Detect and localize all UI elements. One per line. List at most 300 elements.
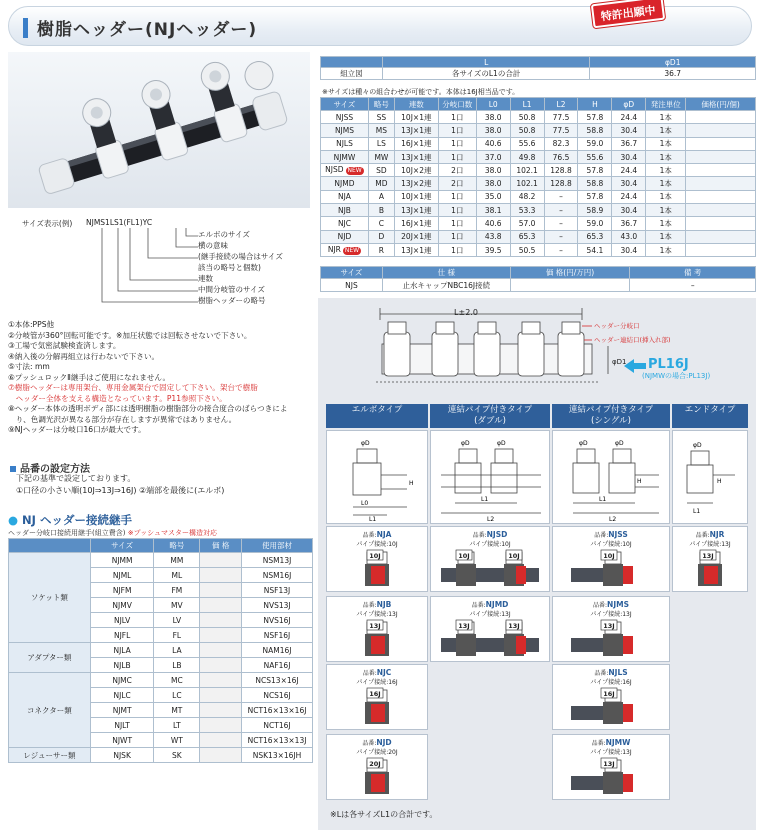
cell-code: MT: [154, 703, 200, 718]
cell: 1口: [438, 124, 476, 137]
cell: [686, 150, 756, 163]
column-header: 発注単位: [646, 98, 686, 111]
category-cell: コネクター類: [9, 673, 91, 748]
cell-code: ML: [154, 568, 200, 583]
product-prefix: 品番:: [471, 602, 486, 609]
cell: 1口: [438, 137, 476, 150]
table-row: [321, 230, 756, 243]
cell: 36.7: [612, 137, 646, 150]
type-header-end: [672, 404, 748, 428]
dim-d: φD: [693, 442, 702, 449]
product-cell-njss: [552, 526, 670, 592]
product-name: NJA: [376, 530, 392, 539]
product-title: [327, 600, 427, 609]
product-name: NJMW: [605, 738, 631, 747]
joints-title: [8, 512, 132, 528]
dim-d: φD: [615, 440, 624, 447]
cell: [686, 243, 756, 256]
size-label: 10J: [508, 552, 520, 560]
cell: 38.0: [476, 124, 510, 137]
column-header: [321, 57, 383, 68]
notation-exp-joint: (継手接続の場合はサイズ: [198, 252, 283, 261]
dim-d: φD: [461, 440, 470, 447]
note-line-warning: ⑦樹脂ヘッダーは専用架台、専用金属架台で固定して下さい。架台で樹脂: [8, 383, 258, 392]
product-prefix: 品番:: [695, 532, 710, 539]
type-header-double: [430, 404, 550, 428]
cell-code: FM: [154, 583, 200, 598]
drawing-elbow: [326, 430, 428, 524]
cell: 58.8: [578, 177, 612, 190]
cell-size: NJSK: [90, 748, 154, 763]
cell: 57.8: [578, 190, 612, 203]
cell: [686, 217, 756, 230]
joints-table: [8, 538, 313, 763]
dim-l1: L1: [693, 508, 701, 515]
product-cell-njsd: [430, 526, 550, 592]
cell: 10J×1連: [394, 190, 438, 203]
cell: 57.0: [510, 217, 544, 230]
cell-part: NSF13J: [242, 583, 313, 598]
table-row: [321, 204, 756, 217]
dim-l1: L1: [369, 516, 377, 523]
table-header-row: [321, 57, 756, 68]
cell: 10J×2連: [394, 164, 438, 177]
column-header: L1: [510, 98, 544, 111]
connect-label: ヘッダー連結口(挿入れ部): [594, 336, 671, 344]
table-row: [321, 279, 756, 292]
product-name: NJR: [709, 530, 725, 539]
cell: 35.0: [476, 190, 510, 203]
cell: 止水キャップNBC16J接続: [382, 279, 510, 292]
cell: –: [544, 190, 578, 203]
cell: 1本: [646, 190, 686, 203]
cell: [686, 124, 756, 137]
product-photo: [8, 52, 310, 208]
product-sub: パイプ接続:20J: [356, 749, 398, 756]
product-prefix: 品番:: [594, 670, 609, 677]
product-cell-njms: [552, 596, 670, 662]
product-prefix: 品番:: [593, 602, 608, 609]
type-header-elbow: [326, 404, 428, 428]
product-title: [327, 738, 427, 747]
product-illustration: [327, 548, 427, 592]
cell: [686, 137, 756, 150]
cell: –: [544, 204, 578, 217]
cell: 53.3: [510, 204, 544, 217]
product-illustration: [327, 618, 427, 662]
cell: 20J×1連: [394, 230, 438, 243]
cell-price: [200, 748, 242, 763]
cell: 58.9: [578, 204, 612, 217]
notes-list: [8, 320, 312, 436]
type-header-single: [552, 404, 670, 428]
column-header: L: [382, 57, 590, 68]
note-line: ⑤寸法: mm: [8, 362, 50, 371]
size-label: 13J: [603, 622, 615, 630]
cell: 13J×2連: [394, 177, 438, 190]
joints-subtitle: [8, 528, 217, 538]
patent-pending-stamp: 特許出願中: [591, 0, 665, 28]
cell: MD: [368, 177, 394, 190]
cell: 30.4: [612, 124, 646, 137]
cell-size: NJMC: [90, 673, 154, 688]
size-note: ※サイズは種々の組合わせが可能です。本体は16J相当品です。: [322, 88, 520, 96]
cell-size: NJA: [321, 190, 369, 203]
cell-code: MC: [154, 673, 200, 688]
cell: 57.8: [578, 164, 612, 177]
product-illustration: [431, 618, 549, 662]
cell: 1本: [646, 217, 686, 230]
joints-subtitle-note: ※プッシュマスター構造対応: [127, 529, 217, 537]
end-drawing: [673, 431, 747, 523]
cell-size: NJMV: [90, 598, 154, 613]
dim-d: φD: [361, 440, 370, 447]
cell: SD: [368, 164, 394, 177]
dim-h: H: [409, 480, 414, 487]
product-sub: パイプ接続:13J: [356, 611, 398, 618]
settings-body: [16, 473, 224, 497]
cell: 36.7: [612, 217, 646, 230]
table-row: [9, 673, 313, 688]
cell-size: NJMM: [90, 553, 154, 568]
cell-size: NJML: [90, 568, 154, 583]
circle-bullet-icon: ●: [8, 513, 19, 527]
cell: 1口: [438, 150, 476, 163]
cell: 組立図: [321, 68, 383, 80]
assembly-drawing: [370, 304, 756, 402]
cell: 1本: [646, 137, 686, 150]
cell: 39.5: [476, 243, 510, 256]
cell-size: NJWT: [90, 733, 154, 748]
cell: 各サイズのL1の合計: [382, 68, 590, 80]
cell-price: [200, 598, 242, 613]
product-prefix: 品番:: [362, 532, 377, 539]
cell: 77.5: [544, 124, 578, 137]
d1-label: φD1: [612, 358, 627, 366]
cell: 24.4: [612, 111, 646, 124]
cell-price: [200, 613, 242, 628]
cell-size: NJLV: [90, 613, 154, 628]
column-header: 価 格(円/万円): [510, 267, 630, 279]
cell: 2口: [438, 177, 476, 190]
cell: 49.8: [510, 150, 544, 163]
notation-exp-elbow: エルボのサイズ: [198, 230, 250, 239]
type-header-text: 連結パイプ付きタイプ (ダブル): [447, 405, 533, 426]
type-header-text: エルボタイプ: [351, 405, 403, 415]
category-cell: アダプター類: [9, 643, 91, 673]
product-name: NJC: [376, 668, 392, 677]
cell-code: FL: [154, 628, 200, 643]
cell-size: NJSD NEW: [321, 164, 369, 177]
dim-l1: L1: [481, 496, 489, 503]
cell: 58.8: [578, 124, 612, 137]
cell-code: LA: [154, 643, 200, 658]
joints-subtitle-text: ヘッダー分岐口接続用継手(組立費含): [8, 529, 126, 537]
cell-part: NSF16J: [242, 628, 313, 643]
column-header: φD1: [590, 57, 756, 68]
cell: 57.8: [578, 111, 612, 124]
note-line-warning: ヘッダー全体を支える構造となっています。P11参照下さい。: [8, 393, 227, 403]
cell: 38.0: [476, 164, 510, 177]
cell: 43.0: [612, 230, 646, 243]
cell: MW: [368, 150, 394, 163]
settings-title-text: 品番の設定方法: [20, 464, 90, 475]
product-title: [327, 530, 427, 539]
size-label: 13J: [369, 622, 381, 630]
dim-l2: L2: [609, 516, 617, 523]
cell-size: NJMD: [321, 177, 369, 190]
cell: SS: [368, 111, 394, 124]
cell: [686, 204, 756, 217]
cell-price: [200, 658, 242, 673]
cell: B: [368, 204, 394, 217]
size-label: 20J: [369, 760, 381, 768]
notation-exp-joint2: 該当の略号と個数): [198, 263, 261, 272]
note-line: ⑥プッシュロックⅡ継手はご使用になれません。: [8, 372, 171, 382]
cell-part: NCT16×13×16J: [242, 703, 313, 718]
cell: 65.3: [578, 230, 612, 243]
cell: 43.8: [476, 230, 510, 243]
single-drawing: [553, 431, 669, 523]
cell: 102.1: [510, 177, 544, 190]
size-label: 13J: [603, 760, 615, 768]
column-header: 備 考: [630, 267, 756, 279]
cell: 1本: [646, 204, 686, 217]
cell-code: LV: [154, 613, 200, 628]
footnote: ※Lは各サイズL1の合計です。: [330, 810, 438, 819]
cell: A: [368, 190, 394, 203]
product-sub: パイプ接続:16J: [356, 679, 398, 686]
cell-code: MV: [154, 598, 200, 613]
dim-d: φD: [579, 440, 588, 447]
cell-code: WT: [154, 733, 200, 748]
product-cell-njmw: [552, 734, 670, 800]
product-cell-njr: [672, 526, 748, 592]
product-sub: パイプ接続:13J: [590, 749, 632, 756]
product-prefix: 品番:: [362, 670, 377, 677]
cell-part: NVS13J: [242, 598, 313, 613]
cell: 54.1: [578, 243, 612, 256]
product-cell-njb: [326, 596, 428, 662]
cell: 30.4: [612, 150, 646, 163]
table-row: [321, 177, 756, 190]
cell: 59.0: [578, 137, 612, 150]
note-line: ④納入後の分解再組立は行わないで下さい。: [8, 351, 160, 361]
product-illustration: [553, 618, 669, 662]
assembly-table: [320, 56, 756, 80]
cell-size: NJLT: [90, 718, 154, 733]
cell-size: NJC: [321, 217, 369, 230]
cell-part: NCS13×16J: [242, 673, 313, 688]
size-label: 13J: [458, 622, 470, 630]
dim-l2: L2: [487, 516, 495, 523]
cell-price: [200, 553, 242, 568]
cell-part: NSM13J: [242, 553, 313, 568]
cell: C: [368, 217, 394, 230]
cell: 37.0: [476, 150, 510, 163]
size-label: 10J: [458, 552, 470, 560]
dim-h: H: [637, 478, 642, 485]
size-label: 16J: [603, 690, 615, 698]
product-sub: パイプ接続:13J: [689, 541, 731, 548]
type-header-text: 連結パイプ付きタイプ (シングル): [568, 405, 654, 426]
cell: 40.6: [476, 217, 510, 230]
cell: 1口: [438, 111, 476, 124]
new-badge: NEW: [347, 167, 362, 175]
cell: 1口: [438, 230, 476, 243]
column-header: 使用部材: [242, 539, 313, 553]
table-header-row: [321, 267, 756, 279]
cell: 24.4: [612, 164, 646, 177]
drawing-end: [672, 430, 748, 524]
cell-size: NJFM: [90, 583, 154, 598]
settings-line: ①口径の小さい順(10J⇒13J⇒16J) ②端部を最後に(エルボ): [16, 486, 225, 495]
column-header-category: [9, 539, 91, 553]
product-cell-nja: [326, 526, 428, 592]
cell-price: [200, 733, 242, 748]
cell-size: NJB: [321, 204, 369, 217]
size-notation: [8, 212, 312, 312]
column-header: 価格(円/個): [686, 98, 756, 111]
dim-l0: L0: [361, 500, 369, 507]
cell: D: [368, 230, 394, 243]
cell: 55.6: [578, 150, 612, 163]
product-name: NJMD: [485, 600, 509, 609]
cell: 1本: [646, 164, 686, 177]
cell: –: [544, 243, 578, 256]
cell-part: NVS16J: [242, 613, 313, 628]
notation-label: サイズ表示(例): [22, 219, 73, 228]
drawing-double: [430, 430, 550, 524]
product-title: [431, 600, 549, 609]
product-prefix: 品番:: [594, 532, 609, 539]
product-title: [553, 530, 669, 539]
size-label: 10J: [603, 552, 615, 560]
cell: 16J×1連: [394, 137, 438, 150]
cell: 102.1: [510, 164, 544, 177]
dim-h: H: [717, 478, 722, 485]
table-row: [9, 643, 313, 658]
column-header: L0: [476, 98, 510, 111]
cell: 1口: [438, 243, 476, 256]
column-header: 連数: [394, 98, 438, 111]
cell: 1口: [438, 217, 476, 230]
settings-line: 下記の基準で設定しております。: [16, 474, 136, 483]
category-cell: レジューサー類: [9, 748, 91, 763]
type-header-text: エンドタイプ: [684, 405, 736, 415]
product-title: [553, 600, 669, 609]
product-name: NJMS: [607, 600, 629, 609]
cell-part: NAF16J: [242, 658, 313, 673]
column-header: 略号: [368, 98, 394, 111]
new-badge: NEW: [344, 247, 360, 255]
cell-price: [200, 628, 242, 643]
column-header: φD: [612, 98, 646, 111]
spec-table: [320, 266, 756, 292]
elbow-drawing: [327, 431, 427, 523]
note-line: ①本体:PPS他: [8, 320, 55, 329]
cell-size: NJMT: [90, 703, 154, 718]
cell: 1口: [438, 190, 476, 203]
size-table: [320, 97, 756, 257]
cell-part: NCT16J: [242, 718, 313, 733]
cell-code: LT: [154, 718, 200, 733]
cell: R: [368, 243, 394, 256]
dim-l1: L1: [599, 496, 607, 503]
column-header: 分岐口数: [438, 98, 476, 111]
cell: 77.5: [544, 111, 578, 124]
cell: 50.8: [510, 124, 544, 137]
cell: 1本: [646, 230, 686, 243]
cell-part: NSM16J: [242, 568, 313, 583]
cell: [686, 230, 756, 243]
product-illustration: [431, 548, 549, 592]
notation-exp-horizontal: 横の意味: [198, 241, 228, 250]
cell: 24.4: [612, 190, 646, 203]
square-bullet-icon: [10, 466, 16, 472]
product-name: NJD: [376, 738, 392, 747]
product-cell-njmd: [430, 596, 550, 662]
product-sub: パイプ接続:10J: [590, 541, 632, 548]
drawing-single: [552, 430, 670, 524]
header-photo-illustration: [8, 52, 310, 208]
cell-price: [200, 718, 242, 733]
cell-size: NJR NEW: [321, 243, 369, 256]
cell-code: LB: [154, 658, 200, 673]
cell: 1本: [646, 111, 686, 124]
cell-price: [200, 703, 242, 718]
cell: 30.4: [612, 243, 646, 256]
column-header: 仕 様: [382, 267, 510, 279]
cell-price: [200, 583, 242, 598]
product-sub: パイプ接続:10J: [469, 541, 511, 548]
table-row: [9, 553, 313, 568]
cell: 50.5: [510, 243, 544, 256]
pl-label: PL16J: [648, 357, 689, 372]
note-line: ⑨NJヘッダーは分岐口16口が最大です。: [8, 425, 146, 434]
cell: –: [630, 279, 756, 292]
cell: [510, 279, 630, 292]
cell: 128.8: [544, 164, 578, 177]
cell: 1本: [646, 243, 686, 256]
product-name: NJB: [376, 600, 392, 609]
cell: –: [544, 230, 578, 243]
cell: 30.4: [612, 177, 646, 190]
outlet-label: ヘッダー分岐口: [594, 322, 640, 330]
product-prefix: 品番:: [591, 740, 606, 747]
cell: 1本: [646, 124, 686, 137]
table-row: [321, 137, 756, 150]
cell: 30.4: [612, 204, 646, 217]
table-row: [9, 748, 313, 763]
cell-code: SK: [154, 748, 200, 763]
cell: 10J×1連: [394, 111, 438, 124]
cell: 128.8: [544, 177, 578, 190]
column-header: サイズ: [321, 267, 383, 279]
cell: 1本: [646, 177, 686, 190]
cell: [686, 111, 756, 124]
cell: 13J×1連: [394, 124, 438, 137]
cell-code: MM: [154, 553, 200, 568]
size-label: 10J: [369, 552, 381, 560]
arrow-left-icon: [624, 359, 646, 373]
cell: 38.0: [476, 177, 510, 190]
product-name: NJLS: [608, 668, 628, 677]
product-sub: パイプ接続:13J: [590, 611, 632, 618]
cell: 2口: [438, 164, 476, 177]
product-cell-njls: [552, 664, 670, 730]
product-illustration: [553, 548, 669, 592]
